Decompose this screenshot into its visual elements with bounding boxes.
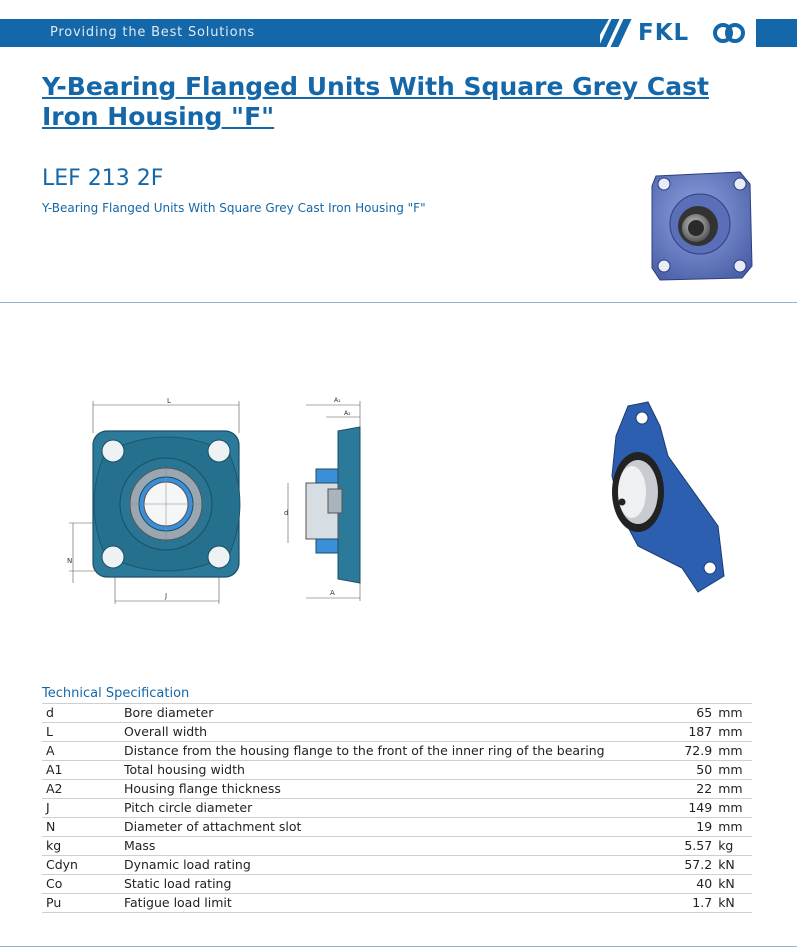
spec-symbol: A <box>42 742 124 761</box>
spec-value: 149 <box>624 799 713 818</box>
spec-symbol: A1 <box>42 761 124 780</box>
brand-logo: FKL <box>638 20 690 46</box>
spec-unit: mm <box>712 818 752 837</box>
table-row <box>42 837 752 856</box>
spec-unit: kg <box>712 837 752 856</box>
spec-value: 50 <box>624 761 713 780</box>
table-row <box>42 856 752 875</box>
spec-description: Static load rating <box>124 875 624 894</box>
spec-unit: mm <box>712 723 752 742</box>
dim-label-A: A <box>330 589 335 597</box>
dim-label-L: L <box>167 397 171 405</box>
spec-description: Bore diameter <box>124 704 624 723</box>
section-divider <box>0 302 797 303</box>
page-title: Y-Bearing Flanged Units With Square Grey Cast Iron Housing "F" <box>42 72 709 131</box>
dim-label-J: J <box>165 592 168 600</box>
spec-table <box>42 703 752 913</box>
spec-symbol: Cdyn <box>42 856 124 875</box>
spec-value: 187 <box>624 723 713 742</box>
spec-value: 5.57 <box>624 837 713 856</box>
header-tagline: Providing the Best Solutions <box>50 25 255 40</box>
spec-unit: mm <box>712 742 752 761</box>
table-row <box>42 818 752 837</box>
dim-label-d: d <box>284 509 289 517</box>
table-row <box>42 723 752 742</box>
spec-title: Technical Specification <box>42 686 190 701</box>
spec-unit: mm <box>712 780 752 799</box>
spec-unit: kN <box>712 856 752 875</box>
table-row <box>42 875 752 894</box>
spec-description: Fatigue load limit <box>124 894 624 913</box>
spec-symbol: Co <box>42 875 124 894</box>
spec-value: 65 <box>624 704 713 723</box>
table-row <box>42 761 752 780</box>
spec-value: 40 <box>624 875 713 894</box>
dim-label-N: N <box>67 557 73 565</box>
logo-rings-icon <box>712 22 746 44</box>
front-view-drawing <box>55 393 250 608</box>
spec-description: Total housing width <box>124 761 624 780</box>
table-row <box>42 799 752 818</box>
spec-symbol: d <box>42 704 124 723</box>
dim-label-A2: A₂ <box>344 410 351 417</box>
spec-description: Pitch circle diameter <box>124 799 624 818</box>
spec-value: 57.2 <box>624 856 713 875</box>
product-code: LEF 213 2F <box>42 166 164 191</box>
table-row <box>42 780 752 799</box>
footer-divider <box>0 946 797 947</box>
header-bar <box>0 19 797 47</box>
spec-description: Housing flange thickness <box>124 780 624 799</box>
product-subtitle: Y-Bearing Flanged Units With Square Grey Cast Iron Housing "F" <box>42 201 426 215</box>
table-row <box>42 894 752 913</box>
product-photo <box>648 166 756 284</box>
table-row <box>42 742 752 761</box>
spec-unit: mm <box>712 704 752 723</box>
spec-description: Diameter of attachment slot <box>124 818 624 837</box>
spec-symbol: N <box>42 818 124 837</box>
spec-symbol: L <box>42 723 124 742</box>
spec-symbol: kg <box>42 837 124 856</box>
spec-description: Dynamic load rating <box>124 856 624 875</box>
dim-label-A1: A₁ <box>334 397 341 404</box>
spec-unit: kN <box>712 875 752 894</box>
spec-value: 72.9 <box>624 742 713 761</box>
spec-symbol: A2 <box>42 780 124 799</box>
spec-value: 19 <box>624 818 713 837</box>
spec-value: 22 <box>624 780 713 799</box>
spec-description: Mass <box>124 837 624 856</box>
spec-symbol: Pu <box>42 894 124 913</box>
spec-description: Distance from the housing flange to the front of the inner ring of the bearing <box>124 742 624 761</box>
spec-unit: mm <box>712 799 752 818</box>
spec-unit: kN <box>712 894 752 913</box>
spec-symbol: J <box>42 799 124 818</box>
table-row <box>42 704 752 723</box>
spec-unit: mm <box>712 761 752 780</box>
spec-value: 1.7 <box>624 894 713 913</box>
spec-description: Overall width <box>124 723 624 742</box>
side-view-drawing <box>276 393 371 603</box>
cutaway-drawing <box>598 396 728 596</box>
